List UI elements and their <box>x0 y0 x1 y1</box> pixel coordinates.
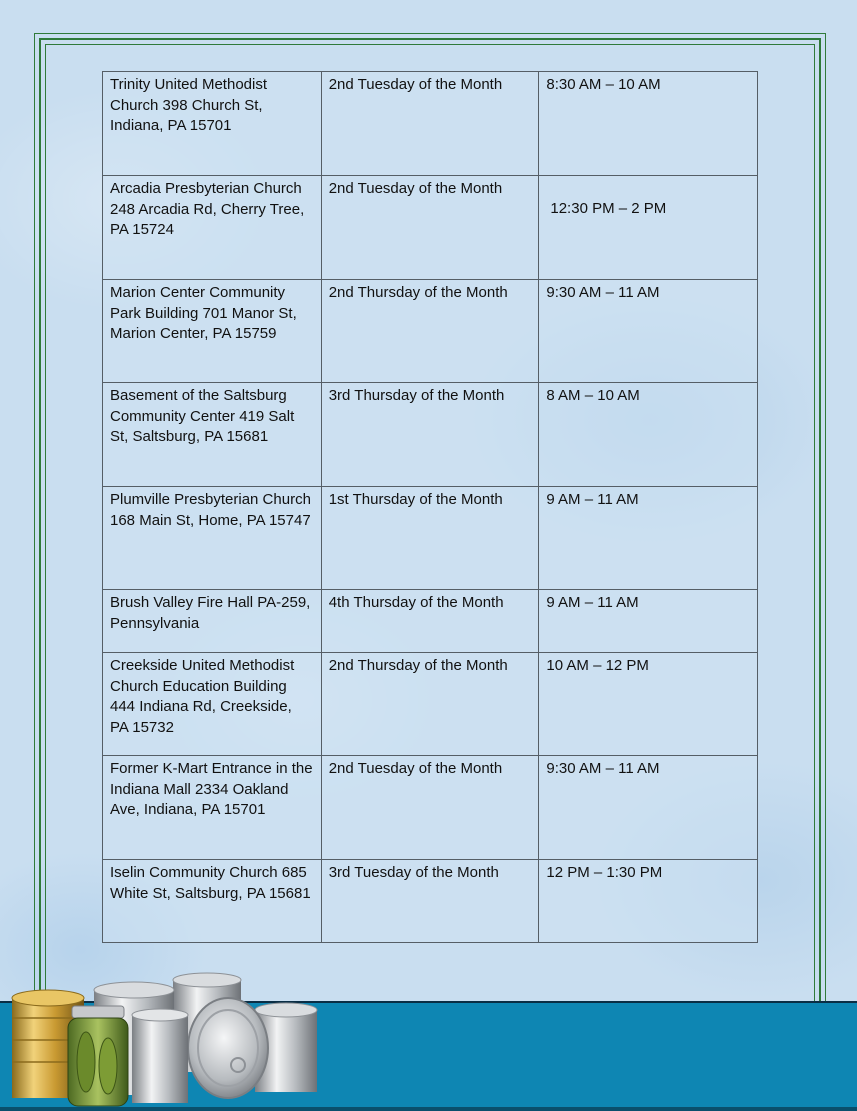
time-cell: 8:30 AM – 10 AM <box>539 72 758 176</box>
location-cell: Former K-Mart Entrance in the Indiana Mall 2334 Oakland Ave, Indiana, PA 15701 <box>103 756 322 860</box>
day-cell: 2nd Tuesday of the Month <box>321 176 539 280</box>
table-row <box>103 383 758 487</box>
location-cell: Marion Center Community Park Building 701 Manor St, Marion Center, PA 15759 <box>103 280 322 383</box>
day-cell: 2nd Tuesday of the Month <box>321 72 539 176</box>
day-cell: 4th Thursday of the Month <box>321 590 539 653</box>
distribution-schedule-table <box>102 71 758 943</box>
table-row <box>103 72 758 176</box>
location-cell: Arcadia Presbyterian Church 248 Arcadia Rd, Cherry Tree, PA 15724 <box>103 176 322 280</box>
day-cell: 3rd Thursday of the Month <box>321 383 539 487</box>
table-row <box>103 756 758 860</box>
time-cell: 9:30 AM – 11 AM <box>539 280 758 383</box>
time-cell: 9:30 AM – 11 AM <box>539 756 758 860</box>
table-row <box>103 860 758 943</box>
table-row <box>103 487 758 590</box>
table-row <box>103 590 758 653</box>
location-cell: Creekside United Methodist Church Education Building 444 Indiana Rd, Creekside, PA 15732 <box>103 653 322 756</box>
table-row <box>103 280 758 383</box>
table-row <box>103 176 758 280</box>
time-cell: 8 AM – 10 AM <box>539 383 758 487</box>
table-row <box>103 653 758 756</box>
day-cell: 2nd Thursday of the Month <box>321 653 539 756</box>
location-cell: Trinity United Methodist Church 398 Church St, Indiana, PA 15701 <box>103 72 322 176</box>
canned-goods-icon <box>0 970 330 1111</box>
location-cell: Iselin Community Church 685 White St, Saltsburg, PA 15681 <box>103 860 322 943</box>
day-cell: 2nd Thursday of the Month <box>321 280 539 383</box>
day-cell: 1st Thursday of the Month <box>321 487 539 590</box>
time-cell: 9 AM – 11 AM <box>539 487 758 590</box>
location-cell: Brush Valley Fire Hall PA-259, Pennsylvania <box>103 590 322 653</box>
time-cell: 12:30 PM – 2 PM <box>539 176 758 280</box>
day-cell: 3rd Tuesday of the Month <box>321 860 539 943</box>
time-cell: 12 PM – 1:30 PM <box>539 860 758 943</box>
time-cell: 10 AM – 12 PM <box>539 653 758 756</box>
location-cell: Plumville Presbyterian Church 168 Main St, Home, PA 15747 <box>103 487 322 590</box>
location-cell: Basement of the Saltsburg Community Center 419 Salt St, Saltsburg, PA 15681 <box>103 383 322 487</box>
time-cell: 9 AM – 11 AM <box>539 590 758 653</box>
day-cell: 2nd Tuesday of the Month <box>321 756 539 860</box>
